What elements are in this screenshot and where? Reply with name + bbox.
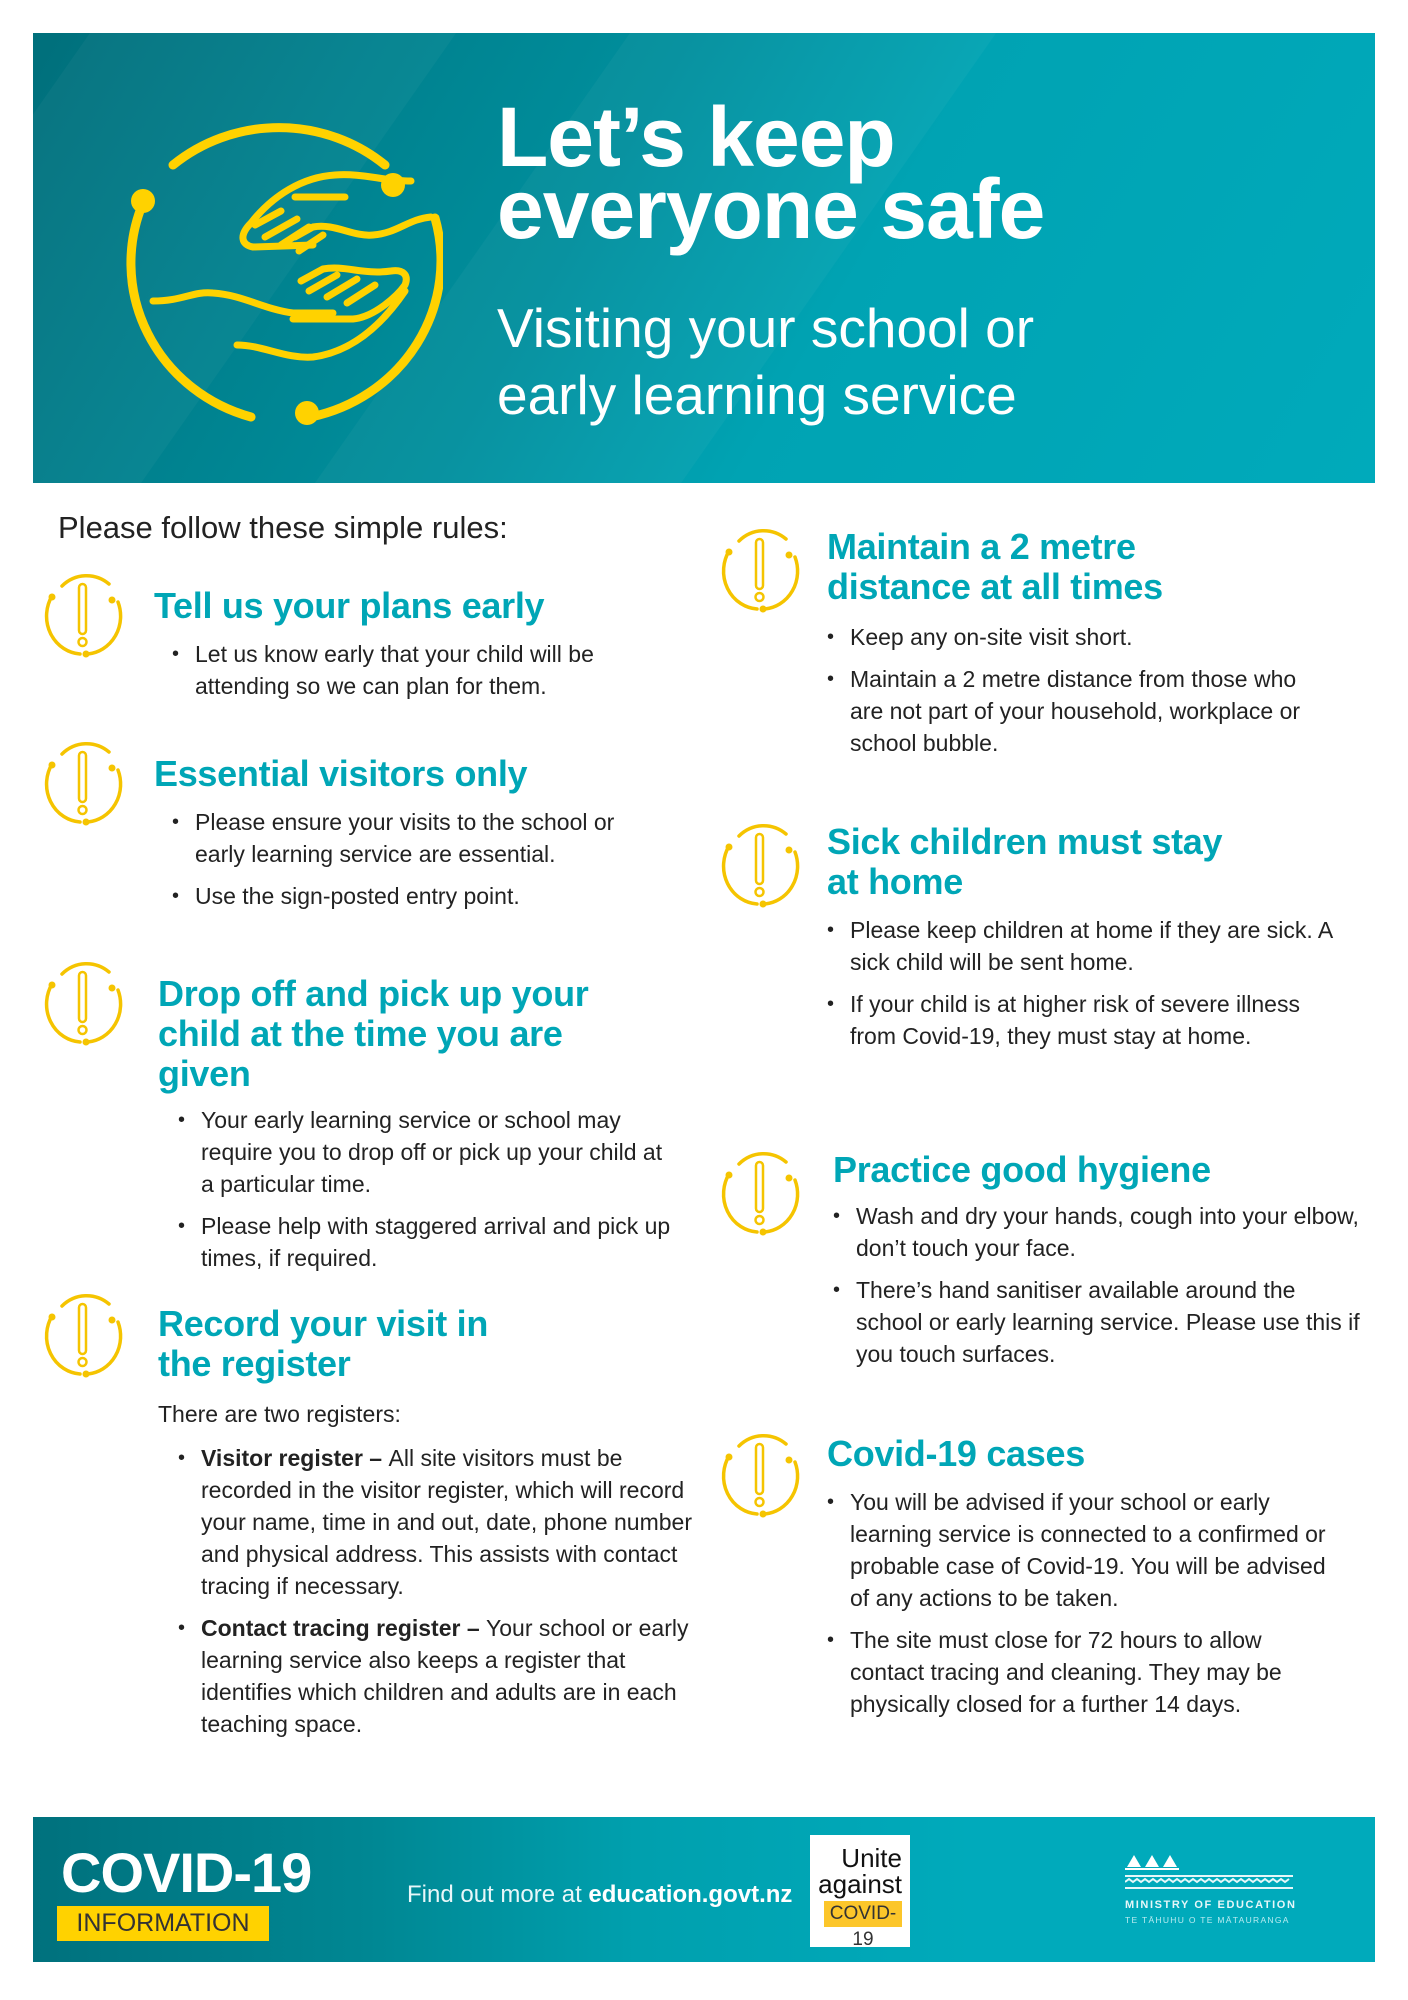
bullet-text: Your school or early learning service also keeps a register that identifies which children and adults are in each teaching space.	[201, 1615, 689, 1737]
rule-heading-line: distance at all times	[827, 566, 1163, 607]
rule-bullet: • Please ensure your visits to the school or early learning service are essential.	[172, 806, 632, 870]
rule-bullet: • If your child is at higher risk of severe illness from Covid-19, they must stay at home.	[827, 988, 1347, 1052]
page-title	[497, 90, 1045, 256]
rule-bullet: • Wash and dry your hands, cough into your elbow, don’t touch your face.	[833, 1200, 1363, 1264]
rule-covid-cases	[717, 1432, 1357, 1802]
rule-record-visit	[40, 1292, 690, 1812]
rule-bullets	[172, 806, 632, 922]
rule-heading-line: Drop off and pick up your	[158, 973, 589, 1014]
rule-bullet: • Please keep children at home if they are sick. A sick child will be sent home.	[827, 914, 1347, 978]
rule-heading	[154, 754, 527, 794]
rule-bullet: • The site must close for 72 hours to allow contact tracing and cleaning. They may be physically closed for a further 14 days.	[827, 1624, 1337, 1720]
rule-heading	[827, 527, 1163, 607]
exclamation-circle-icon	[717, 1432, 803, 1518]
unite-against-covid-logo	[810, 1835, 910, 1950]
rule-bullets	[827, 914, 1347, 1062]
find-out-more-text	[407, 1881, 792, 1909]
rule-bullet: • Maintain a 2 metre distance from those who are not part of your household, workplace or school bubble.	[827, 663, 1307, 759]
rule-bullet: • Let us know early that your child will be attending so we can plan for them.	[172, 638, 672, 702]
bullet-bold-label: Visitor register –	[201, 1445, 389, 1471]
rule-heading-line: child at the time you are	[158, 1013, 563, 1054]
rule-bullet	[178, 1612, 698, 1740]
rule-sick-children	[717, 822, 1357, 1122]
rule-heading	[158, 1304, 488, 1384]
ministry-mountains-icon	[1125, 1853, 1295, 1897]
title-line-2: everyone safe	[497, 162, 1045, 256]
rule-heading-line: Record your visit in	[158, 1303, 489, 1344]
header-banner	[33, 33, 1375, 483]
find-more-prefix: Find out more at	[407, 1881, 589, 1908]
unite-text: Unite	[841, 1843, 902, 1873]
information-label: INFORMATION	[57, 1906, 269, 1941]
rule-bullet: • Use the sign-posted entry point.	[172, 880, 632, 912]
subtitle-line-1: Visiting your school or	[497, 297, 1035, 359]
rule-bullet: • Please help with staggered arrival and pick up times, if required.	[178, 1210, 678, 1274]
rule-lead-text: There are two registers:	[158, 1401, 401, 1427]
rule-good-hygiene	[717, 1150, 1367, 1410]
rule-heading	[154, 586, 544, 626]
exclamation-circle-icon	[40, 740, 126, 826]
rule-bullets	[833, 1200, 1363, 1380]
rule-bullet: • Keep any on-site visit short.	[827, 621, 1307, 653]
rule-heading-line: Maintain a 2 metre	[827, 526, 1136, 567]
ministry-maori-name: TE TĀHUHU O TE MĀTAURANGA	[1125, 1915, 1290, 1925]
ministry-of-education-logo	[1125, 1853, 1295, 1933]
rule-heading-line: given	[158, 1053, 251, 1094]
rule-tell-us-plans	[40, 572, 680, 732]
education-website-link[interactable]: education.govt.nz	[588, 1881, 793, 1908]
title-line-1: Let’s keep	[497, 90, 895, 184]
caring-hands-icon	[113, 95, 443, 425]
bullet-text: All site visitors must be recorded in the visitor register, which will record your name, time in and out, date, phone number and physical address. This assists with contact tracing if necessary.	[201, 1445, 692, 1599]
covid-19-logo-text: COVID-19	[61, 1841, 312, 1904]
rule-bullets	[827, 621, 1307, 769]
rule-heading-line: Essential visitors only	[154, 753, 528, 794]
exclamation-circle-icon	[40, 960, 126, 1046]
rule-heading-line: Covid-19 cases	[827, 1433, 1085, 1474]
rule-heading-line: at home	[827, 861, 963, 902]
rule-bullet: • Your early learning service or school may require you to drop off or pick up your child at a particular time.	[178, 1104, 678, 1200]
rule-bullets	[178, 1442, 698, 1750]
exclamation-circle-icon	[717, 527, 803, 613]
rule-bullet: • There’s hand sanitiser available around the school or early learning service. Please use this if you touch surfaces.	[833, 1274, 1363, 1370]
against-text: against	[818, 1869, 902, 1899]
rule-bullets	[178, 1104, 678, 1284]
rule-heading-line: Practice good hygiene	[833, 1149, 1211, 1190]
rule-heading-line: the register	[158, 1343, 351, 1384]
intro-text: Please follow these simple rules:	[58, 510, 508, 545]
rule-heading-line: Sick children must stay	[827, 821, 1223, 862]
footer-bar	[33, 1817, 1375, 1962]
bullet-bold-label: Contact tracing register –	[201, 1615, 487, 1641]
page-subtitle	[497, 295, 1034, 429]
rule-bullet	[178, 1442, 698, 1602]
covid-19-badge: COVID-19	[824, 1901, 902, 1927]
rule-maintain-distance	[717, 527, 1357, 817]
ministry-name: MINISTRY OF EDUCATION	[1125, 1899, 1297, 1911]
exclamation-circle-icon	[717, 822, 803, 908]
rule-heading	[827, 822, 1222, 902]
rule-heading	[827, 1434, 1085, 1474]
exclamation-circle-icon	[40, 572, 126, 658]
exclamation-circle-icon	[40, 1292, 126, 1378]
rule-heading	[833, 1150, 1211, 1190]
rule-heading-line: Tell us your plans early	[154, 585, 545, 626]
rule-bullets	[827, 1486, 1337, 1730]
rule-bullet: • You will be advised if your school or early learning service is connected to a confirmed or probable case of Covid-19. You will be advised of any actions to be taken.	[827, 1486, 1337, 1614]
rule-heading	[158, 974, 589, 1094]
subtitle-line-2: early learning service	[497, 364, 1017, 426]
rule-drop-off-pick-up	[40, 960, 690, 1280]
rule-essential-visitors	[40, 740, 680, 940]
rule-bullets	[172, 638, 672, 712]
exclamation-circle-icon	[717, 1150, 803, 1236]
